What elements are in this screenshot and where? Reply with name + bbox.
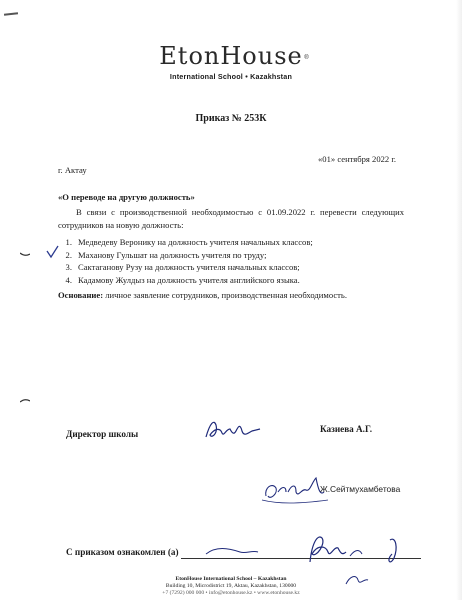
footer-school-name: EtonHouse International School – Kazakhstan xyxy=(175,576,287,582)
basis-text: личное заявление сотрудников, производственная необходимость. xyxy=(105,290,347,300)
logo-subtitle: International School • Kazakhstan xyxy=(169,72,293,81)
order-subject: «О переводе на другую должность» xyxy=(58,192,195,202)
hr-name: Ж.Сейтмухамбетова xyxy=(320,484,401,494)
school-logo xyxy=(0,42,462,81)
list-item: 1. Медведеву Веронику на должность учителя начальных классов; xyxy=(65,237,313,247)
director-label: Директор школы xyxy=(66,429,139,439)
logo-wordmark: EtonHouse ® xyxy=(159,42,310,70)
pen-mark xyxy=(20,398,30,404)
basis-label: Основание: xyxy=(58,290,104,300)
scan-edge-shadow xyxy=(456,0,462,600)
letterhead-footer xyxy=(0,576,462,597)
order-date: «01» сентября 2022 г. xyxy=(318,154,397,164)
order-city: г. Актау xyxy=(58,165,87,175)
director-name: Казиева А.Г. xyxy=(320,424,373,434)
order-intro: В связи с производственной необходимостью с 01.09.2022 г. перевести следующих сотрудников на новую должность: xyxy=(58,207,404,230)
scan-mark xyxy=(4,12,18,15)
transfer-list xyxy=(58,236,408,286)
order-basis xyxy=(58,290,347,300)
acknowledgement-label: С приказом ознакомлен (а) xyxy=(66,547,179,557)
pen-mark xyxy=(20,251,30,257)
director-signature xyxy=(200,415,270,445)
registered-mark: ® xyxy=(304,55,310,61)
list-item: 3. Сактаганову Рузу на должность учителя начальных классов; xyxy=(65,262,300,272)
order-title: Приказ № 253К xyxy=(195,113,267,124)
footer-address: Building 10, Microdistrict 19, Aktau, Kazakhstan, 130000 xyxy=(165,583,297,589)
footer-contacts: +7 (7292) 000 000 • info@etonhouse.kz • www.etonhouse.kz xyxy=(162,590,300,596)
list-item: 2. Маханову Гульшат на должность учителя по труду; xyxy=(65,249,267,260)
list-item: 4. Кадамову Жулдыз на должность учителя английского языка. xyxy=(65,274,300,285)
